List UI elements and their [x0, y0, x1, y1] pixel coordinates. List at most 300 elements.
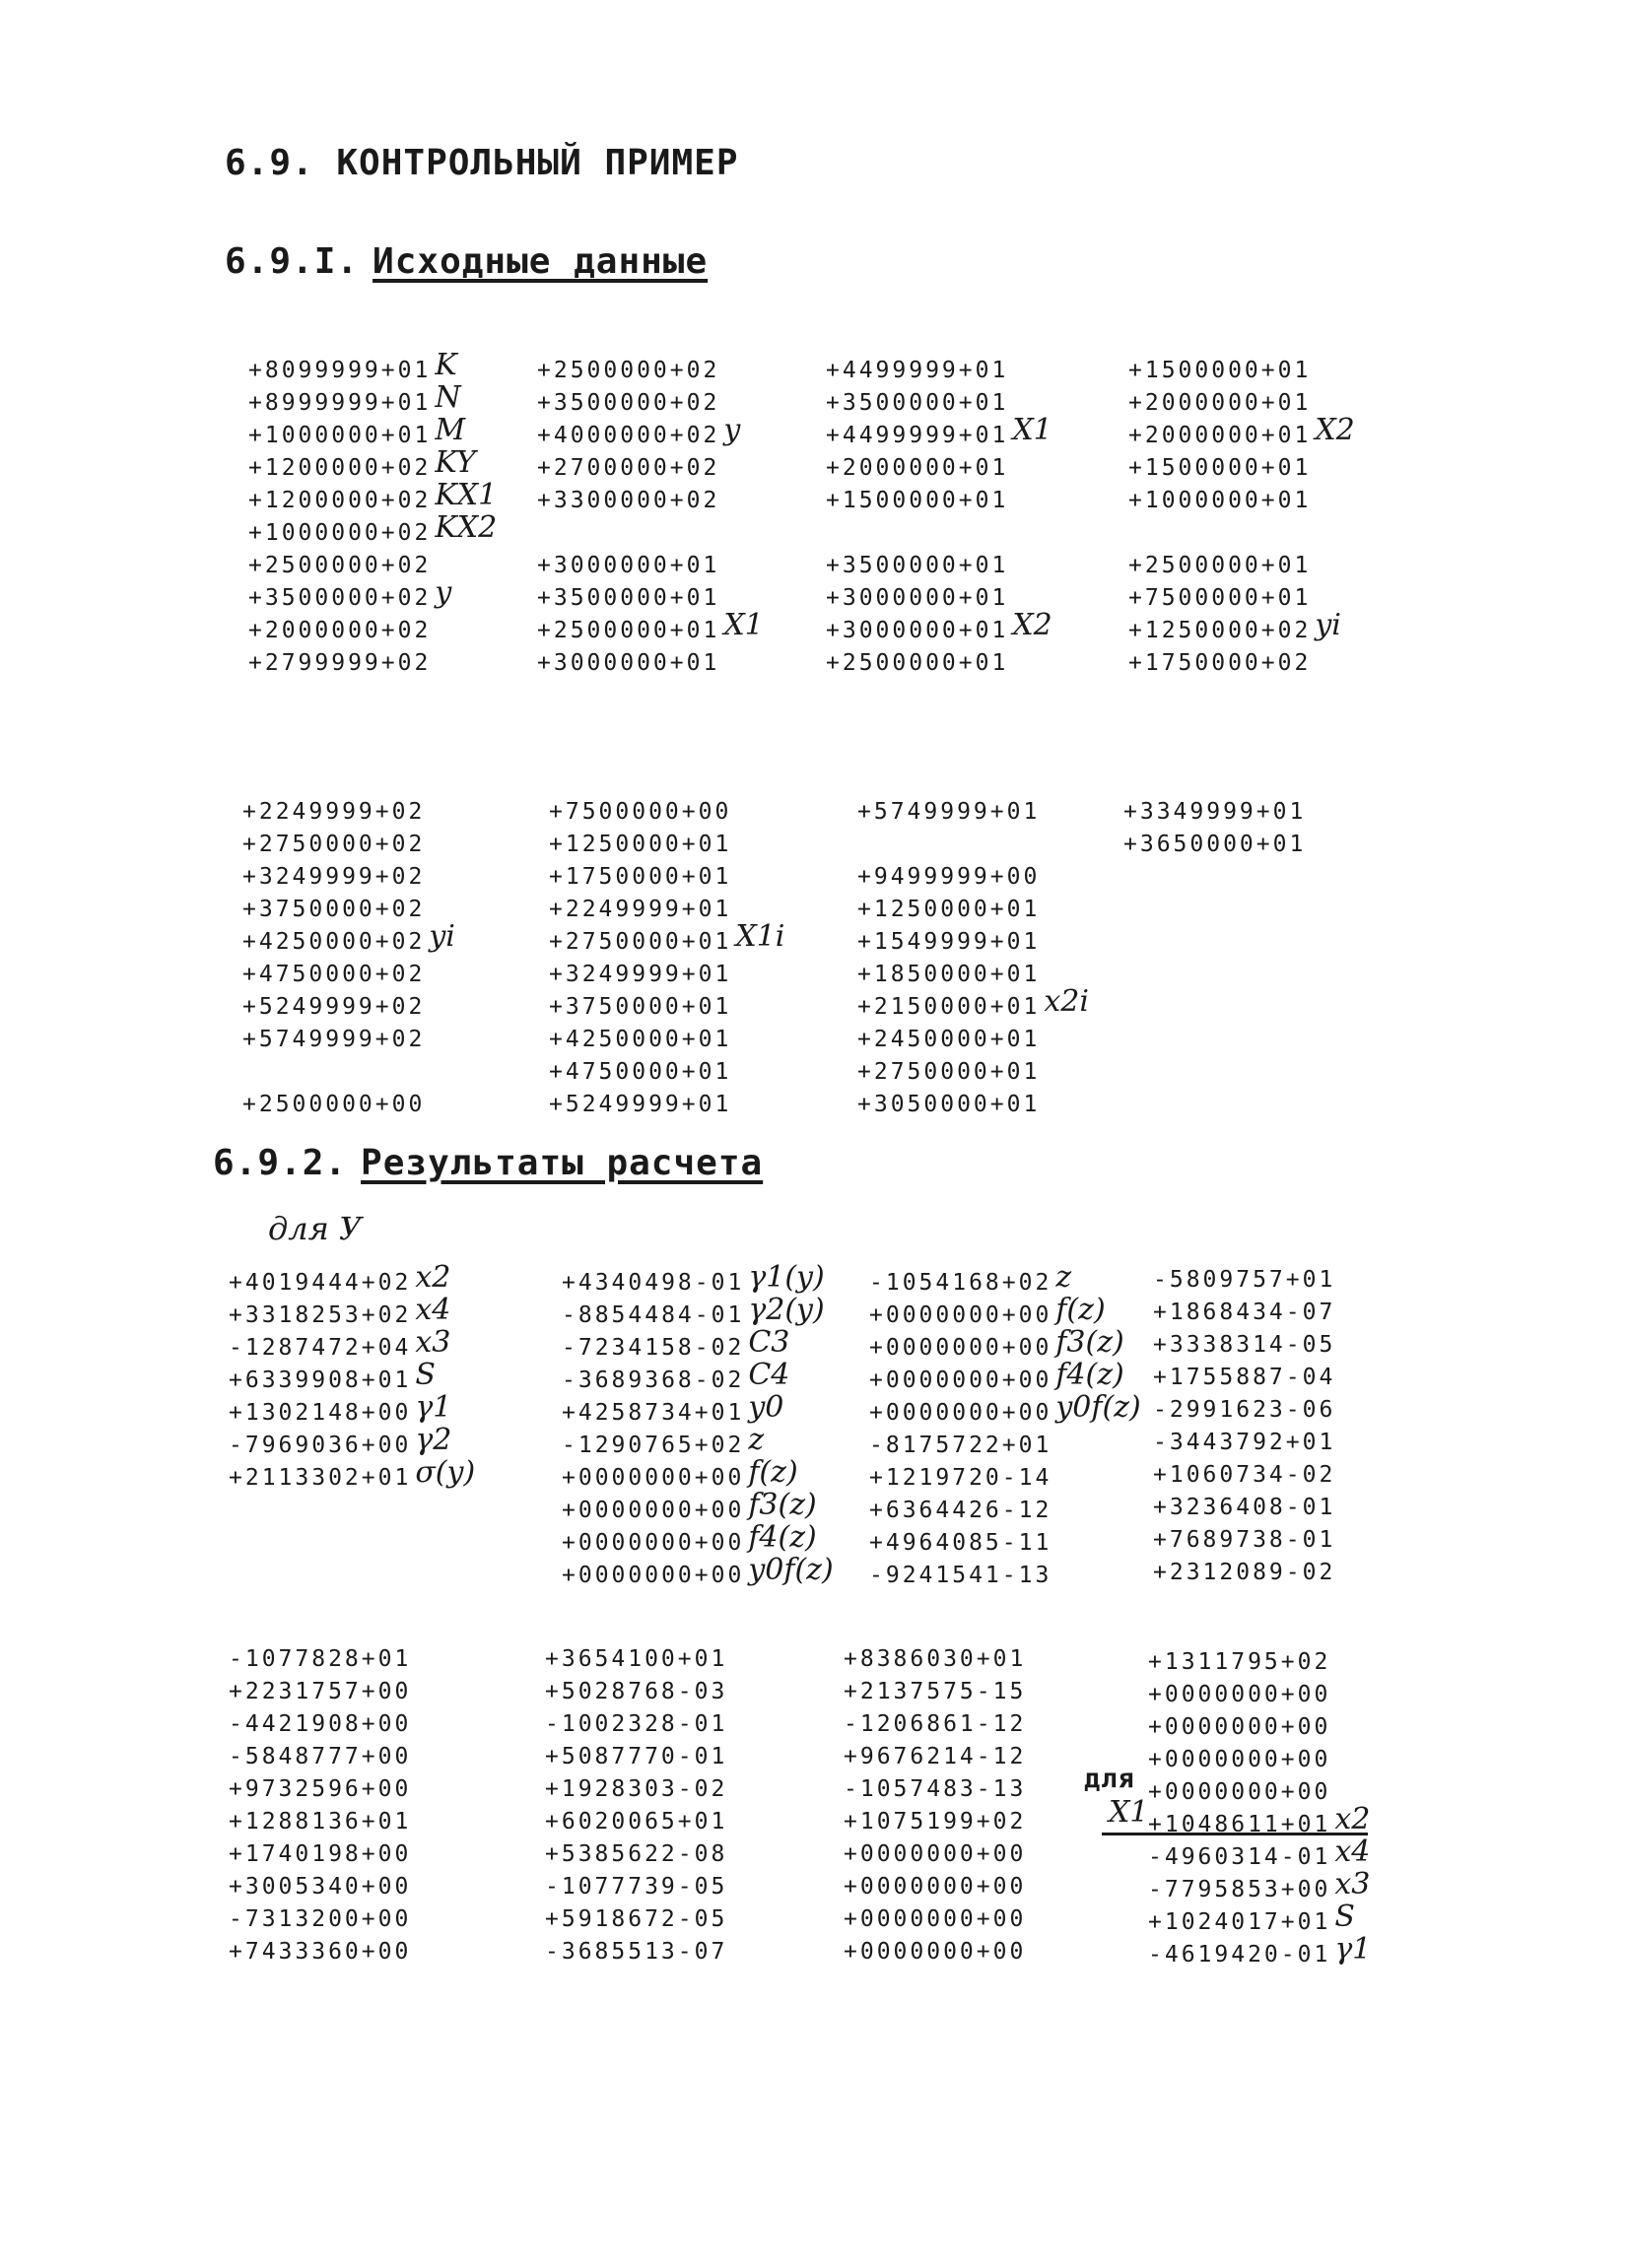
numeric-value: +2000000+01: [1128, 423, 1312, 448]
numeric-value: +3338314-05: [1153, 1332, 1336, 1358]
table-row: [537, 644, 764, 677]
numeric-value: +5749999+01: [857, 799, 1041, 825]
numeric-value: +1500000+01: [1128, 358, 1312, 383]
handwritten-annotation: y0: [748, 1390, 784, 1425]
table-row: [1148, 1708, 1371, 1741]
numeric-value: +3500000+02: [248, 585, 432, 611]
table-row: [844, 1806, 1026, 1838]
numeric-value: +4258734+01: [562, 1400, 745, 1426]
numeric-value: +1755887-04: [1153, 1365, 1336, 1390]
table-row: [844, 1741, 1026, 1773]
numeric-value: +4250000+02: [242, 929, 426, 955]
numeric-value: -7795853+00: [1148, 1877, 1331, 1902]
numeric-value: +2750000+01: [857, 1059, 1041, 1085]
numeric-value: +6364426-12: [869, 1498, 1052, 1523]
table-row: [562, 1293, 834, 1329]
table-row: [844, 1871, 1026, 1903]
table-row: [1153, 1459, 1335, 1492]
handwritten-annotation: z: [748, 1423, 765, 1457]
numeric-value: +0000000+00: [1148, 1747, 1331, 1772]
numeric-value: +1500000+01: [1128, 455, 1312, 481]
numeric-value: +0000000+00: [562, 1563, 745, 1588]
numeric-value: +2500000+01: [826, 650, 1009, 676]
results-block1-col1: [229, 1260, 476, 1492]
results-block2-col3: [844, 1643, 1026, 1968]
table-row: [242, 1021, 455, 1053]
numeric-value: +2249999+01: [549, 897, 732, 922]
table-row: [229, 1455, 476, 1492]
numeric-value: +4499999+01: [826, 423, 1009, 448]
table-row: [545, 1741, 727, 1773]
for-y-label: для У: [268, 1210, 363, 1247]
numeric-value: +3000000+01: [537, 553, 720, 578]
results-block1-col2: [562, 1260, 834, 1589]
table-row: [1148, 1932, 1372, 1968]
table-row: [229, 1936, 411, 1968]
table-row: [229, 1708, 411, 1741]
table-row: [1153, 1394, 1335, 1427]
table-row: [826, 352, 1052, 384]
table-row: [826, 608, 1052, 644]
table-row: [242, 793, 455, 826]
results-block2-col4: [1148, 1643, 1371, 1968]
numeric-value: -4960314-01: [1148, 1844, 1331, 1870]
numeric-value: -1002328-01: [545, 1711, 728, 1737]
numeric-value: +2000000+02: [248, 618, 432, 643]
table-row: [844, 1708, 1026, 1741]
handwritten-annotation: y: [435, 575, 452, 610]
results-block1-col4: [1153, 1264, 1335, 1589]
numeric-value: +3500000+01: [826, 553, 1009, 578]
numeric-value: +0000000+00: [1148, 1714, 1331, 1740]
table-row: [537, 547, 764, 579]
numeric-value: +0000000+00: [844, 1874, 1027, 1900]
table-row: [229, 1903, 411, 1936]
numeric-value: +1250000+02: [1128, 618, 1312, 643]
handwritten-annotation: S: [1334, 1900, 1355, 1934]
table-row: [826, 644, 1052, 677]
table-row: [844, 1773, 1026, 1806]
subsection-title: Исходные данные: [373, 241, 709, 282]
numeric-value: +2000000+01: [1128, 390, 1312, 416]
table-row: [826, 449, 1052, 482]
numeric-value: -1287472+04: [229, 1335, 412, 1361]
handwritten-annotation: K: [435, 348, 457, 382]
handwritten-annotation: yi: [1315, 608, 1341, 642]
table-row: [545, 1903, 727, 1936]
numeric-value: +2750000+02: [242, 832, 426, 857]
for-x1-var: X1: [1109, 1795, 1149, 1830]
handwritten-annotation: x2: [1334, 1802, 1371, 1836]
table-row: [1128, 547, 1355, 579]
numeric-value: +9499999+00: [857, 864, 1041, 890]
table-row: [1128, 482, 1355, 514]
table-row: [229, 1676, 411, 1708]
handwritten-annotation: X2: [1315, 413, 1355, 447]
numeric-value: +6020065+01: [545, 1809, 728, 1834]
numeric-value: +3005340+00: [229, 1874, 412, 1900]
table-row: [1123, 793, 1310, 826]
table-row: [1153, 1427, 1335, 1459]
input-block1-col4: [1128, 352, 1355, 677]
handwritten-annotation: x2: [415, 1260, 451, 1295]
numeric-value: +3750000+01: [549, 994, 732, 1020]
table-row: [1128, 449, 1355, 482]
input-block1-col2: [537, 352, 764, 677]
table-row: [857, 923, 1089, 956]
table-row: [545, 1708, 727, 1741]
input-block1-col3: [826, 352, 1052, 677]
input-block2-col4: [1123, 793, 1310, 858]
table-row: [857, 891, 1089, 923]
numeric-value: +4000000+02: [537, 423, 720, 448]
numeric-value: +3000000+01: [826, 618, 1009, 643]
numeric-value: -7969036+00: [229, 1433, 412, 1458]
numeric-value: +3750000+02: [242, 897, 426, 922]
numeric-value: +3000000+01: [826, 585, 1009, 611]
table-row: [857, 984, 1089, 1021]
handwritten-annotation: x4: [415, 1293, 451, 1327]
numeric-value: +5385622-08: [545, 1841, 728, 1867]
numeric-value: +1200000+02: [248, 488, 432, 513]
numeric-value: -1057483-13: [844, 1776, 1027, 1802]
numeric-value: +0000000+00: [844, 1939, 1027, 1965]
numeric-value: +7500000+00: [549, 799, 732, 825]
table-row: [844, 1936, 1026, 1968]
results-block2-col1: [229, 1643, 411, 1968]
input-block1-col1: [248, 348, 498, 677]
table-row: [1128, 514, 1355, 547]
numeric-value: +0000000+00: [844, 1906, 1027, 1932]
table-row: [545, 1643, 727, 1676]
table-row: [826, 413, 1052, 449]
table-row: [545, 1676, 727, 1708]
table-row: [562, 1358, 834, 1394]
handwritten-annotation: x2i: [1044, 984, 1089, 1019]
numeric-value: +2231757+00: [229, 1679, 412, 1704]
numeric-value: -8175722+01: [869, 1433, 1052, 1458]
handwritten-annotation: C3: [748, 1325, 790, 1360]
handwritten-annotation: f4(z): [748, 1520, 817, 1555]
numeric-value: +3300000+02: [537, 488, 720, 513]
numeric-value: +2137575-15: [844, 1679, 1027, 1704]
table-row: [1153, 1492, 1335, 1524]
table-row: [248, 575, 497, 612]
table-row: [229, 1643, 411, 1676]
numeric-value: +3318253+02: [229, 1302, 412, 1328]
numeric-value: +0000000+00: [869, 1367, 1052, 1393]
handwritten-annotation: x3: [1334, 1867, 1371, 1901]
table-row: [1153, 1329, 1335, 1362]
numeric-value: +7689738-01: [1153, 1527, 1336, 1553]
numeric-value: -8854484-01: [562, 1302, 745, 1328]
numeric-value: +0000000+00: [869, 1400, 1052, 1426]
table-row: [242, 956, 455, 988]
numeric-value: +1250000+01: [857, 897, 1041, 922]
numeric-value: +5249999+02: [242, 994, 426, 1020]
numeric-value: +1868434-07: [1153, 1300, 1336, 1325]
numeric-value: +1288136+01: [229, 1809, 412, 1834]
table-row: [537, 608, 764, 644]
numeric-value: +0000000+00: [1148, 1779, 1331, 1805]
table-row: [869, 1557, 1141, 1589]
table-row: [562, 1390, 834, 1427]
table-row: [1128, 413, 1355, 449]
numeric-value: +8386030+01: [844, 1646, 1027, 1672]
handwritten-annotation: X1: [1012, 413, 1052, 447]
table-row: [242, 891, 455, 923]
table-row: [537, 449, 764, 482]
table-row: [549, 1053, 784, 1086]
table-row: [1153, 1557, 1335, 1589]
table-row: [857, 793, 1089, 826]
handwritten-annotation: KY: [435, 445, 476, 480]
numeric-value: -1054168+02: [869, 1270, 1052, 1296]
table-row: [869, 1390, 1141, 1427]
handwritten-annotation: y0f(z): [1055, 1390, 1141, 1425]
numeric-value: -3443792+01: [1153, 1430, 1336, 1455]
table-row: [229, 1741, 411, 1773]
numeric-value: +9732596+00: [229, 1776, 412, 1802]
numeric-value: +2000000+01: [826, 455, 1009, 481]
numeric-value: +0000000+00: [869, 1302, 1052, 1328]
numeric-value: +8099999+01: [248, 358, 432, 383]
table-row: [1128, 608, 1355, 644]
subsection-number: 6.9.I.: [225, 241, 360, 282]
numeric-value: +4019444+02: [229, 1270, 412, 1296]
numeric-value: +3654100+01: [545, 1646, 728, 1672]
numeric-value: +3249999+02: [242, 864, 426, 890]
table-row: [1128, 352, 1355, 384]
table-row: [549, 826, 784, 858]
subsection-title: Результаты расчета: [361, 1143, 764, 1183]
numeric-value: +1024017+01: [1148, 1909, 1331, 1935]
numeric-value: +2500000+01: [1128, 553, 1312, 578]
table-row: [549, 919, 785, 956]
table-row: [857, 1021, 1089, 1053]
table-row: [1153, 1264, 1335, 1297]
numeric-value: +2799999+02: [248, 650, 432, 676]
numeric-value: +1000000+01: [248, 423, 432, 448]
results-block2-col2: [545, 1643, 727, 1968]
numeric-value: +2450000+01: [857, 1027, 1041, 1052]
numeric-value: +2312089-02: [1153, 1560, 1336, 1585]
numeric-value: -1077828+01: [229, 1646, 412, 1672]
table-row: [229, 1806, 411, 1838]
numeric-value: +0000000+00: [562, 1530, 745, 1556]
handwritten-annotation: x4: [1334, 1834, 1371, 1869]
subsection-input-heading: [225, 241, 708, 282]
handwritten-annotation: X2: [1012, 608, 1052, 642]
numeric-value: +1740198+00: [229, 1841, 412, 1867]
numeric-value: +2500000+00: [242, 1092, 426, 1117]
numeric-value: +2113302+01: [229, 1465, 412, 1491]
table-row: [1148, 1676, 1371, 1708]
numeric-value: -3685513-07: [545, 1939, 728, 1965]
table-row: [242, 826, 455, 858]
handwritten-annotation: σ(y): [415, 1455, 476, 1490]
table-row: [562, 1553, 834, 1589]
numeric-value: +1850000+01: [857, 962, 1041, 987]
numeric-value: +4340498-01: [562, 1270, 745, 1296]
numeric-value: +6339908+01: [229, 1367, 412, 1393]
numeric-value: +2750000+01: [549, 929, 732, 955]
numeric-value: -1206861-12: [844, 1711, 1027, 1737]
table-row: [1123, 826, 1310, 858]
table-row: [242, 1053, 455, 1086]
handwritten-annotation: x3: [415, 1325, 451, 1360]
numeric-value: -9241541-13: [869, 1563, 1052, 1588]
handwritten-annotation: f(z): [1055, 1293, 1106, 1327]
table-row: [1153, 1297, 1335, 1329]
handwritten-annotation: yi: [429, 919, 455, 954]
numeric-value: -1077739-05: [545, 1874, 728, 1900]
numeric-value: +3349999+01: [1123, 799, 1307, 825]
numeric-value: +1928303-02: [545, 1776, 728, 1802]
numeric-value: -5809757+01: [1153, 1267, 1336, 1293]
table-row: [844, 1838, 1026, 1871]
table-row: [248, 644, 497, 677]
numeric-value: +1200000+02: [248, 455, 432, 481]
numeric-value: +1750000+02: [1128, 650, 1312, 676]
numeric-value: +5249999+01: [549, 1092, 732, 1117]
numeric-value: +2249999+02: [242, 799, 426, 825]
table-row: [545, 1806, 727, 1838]
numeric-value: +1311795+02: [1148, 1649, 1331, 1675]
numeric-value: +8999999+01: [248, 390, 432, 416]
input-block2-col3: [857, 793, 1089, 1118]
table-row: [545, 1838, 727, 1871]
table-row: [826, 514, 1052, 547]
table-row: [869, 1524, 1141, 1557]
numeric-value: +1549999+01: [857, 929, 1041, 955]
table-row: [844, 1643, 1026, 1676]
table-row: [1148, 1741, 1371, 1773]
numeric-value: +5028768-03: [545, 1679, 728, 1704]
table-row: [857, 1086, 1089, 1118]
numeric-value: +4250000+01: [549, 1027, 732, 1052]
table-row: [1153, 1524, 1335, 1557]
numeric-value: -4619420-01: [1148, 1942, 1331, 1968]
table-row: [242, 858, 455, 891]
table-row: [537, 482, 764, 514]
handwritten-annotation: KX2: [435, 510, 498, 545]
handwritten-annotation: KX1: [435, 478, 498, 512]
table-row: [1153, 1362, 1335, 1394]
numeric-value: +2700000+02: [537, 455, 720, 481]
table-row: [826, 547, 1052, 579]
numeric-value: +3000000+01: [537, 650, 720, 676]
table-row: [248, 547, 497, 579]
handwritten-annotation: f3(z): [748, 1488, 817, 1522]
table-row: [562, 1325, 834, 1362]
handwritten-annotation: S: [415, 1358, 436, 1392]
numeric-value: +1219720-14: [869, 1465, 1052, 1491]
table-row: [857, 858, 1089, 891]
handwritten-annotation: γ1: [415, 1390, 452, 1425]
table-row: [844, 1903, 1026, 1936]
numeric-value: +0000000+00: [562, 1498, 745, 1523]
table-row: [537, 352, 764, 384]
numeric-value: +5749999+02: [242, 1027, 426, 1052]
numeric-value: +4750000+01: [549, 1059, 732, 1085]
table-row: [229, 1773, 411, 1806]
numeric-value: -7234158-02: [562, 1335, 745, 1361]
table-row: [869, 1492, 1141, 1524]
numeric-value: +1060734-02: [1153, 1462, 1336, 1488]
handwritten-annotation: N: [435, 380, 461, 415]
numeric-value: -5848777+00: [229, 1744, 412, 1769]
numeric-value: +1000000+01: [1128, 488, 1312, 513]
numeric-value: +0000000+00: [844, 1841, 1027, 1867]
subsection-number: 6.9.2.: [213, 1143, 348, 1183]
numeric-value: +3050000+01: [857, 1092, 1041, 1117]
numeric-value: +4964085-11: [869, 1530, 1052, 1556]
handwritten-annotation: X1: [723, 608, 764, 642]
for-x1-word: для: [1084, 1764, 1135, 1794]
numeric-value: +3650000+01: [1123, 832, 1307, 857]
table-row: [549, 988, 784, 1021]
table-row: [549, 1086, 784, 1118]
handwritten-annotation: γ1: [1334, 1932, 1372, 1967]
handwritten-annotation: f(z): [748, 1455, 798, 1490]
table-row: [869, 1459, 1141, 1492]
table-row: [826, 482, 1052, 514]
numeric-value: +4499999+01: [826, 358, 1009, 383]
input-block2-col1: [242, 793, 455, 1118]
table-row: [549, 858, 784, 891]
table-row: [545, 1773, 727, 1806]
numeric-value: +0000000+00: [869, 1335, 1052, 1361]
handwritten-annotation: γ2: [415, 1423, 452, 1457]
numeric-value: +5087770-01: [545, 1744, 728, 1769]
table-row: [1128, 644, 1355, 677]
numeric-value: +9676214-12: [844, 1744, 1027, 1769]
table-row: [537, 413, 764, 449]
numeric-value: +2500000+02: [537, 358, 720, 383]
handwritten-annotation: y0f(z): [748, 1553, 834, 1587]
numeric-value: +5918672-05: [545, 1906, 728, 1932]
numeric-value: +3236408-01: [1153, 1495, 1336, 1520]
numeric-value: +3500000+01: [826, 390, 1009, 416]
handwritten-annotation: γ2(y): [748, 1293, 825, 1327]
table-row: [242, 988, 455, 1021]
numeric-value: +1250000+01: [549, 832, 732, 857]
numeric-value: -1290765+02: [562, 1433, 745, 1458]
handwritten-annotation: z: [1055, 1260, 1072, 1295]
numeric-value: +1750000+01: [549, 864, 732, 890]
table-row: [248, 612, 497, 644]
table-row: [869, 1427, 1141, 1459]
table-row: [545, 1936, 727, 1968]
numeric-value: +2500000+02: [248, 553, 432, 578]
table-row: [549, 1021, 784, 1053]
handwritten-annotation: C4: [748, 1358, 790, 1392]
table-row: [545, 1871, 727, 1903]
handwritten-annotation: y: [723, 413, 741, 447]
numeric-value: -2991623-06: [1153, 1397, 1336, 1423]
table-row: [857, 826, 1089, 858]
table-row: [857, 1053, 1089, 1086]
numeric-value: +3249999+01: [549, 962, 732, 987]
table-row: [537, 514, 764, 547]
numeric-value: +1500000+01: [826, 488, 1009, 513]
handwritten-annotation: X1i: [735, 919, 785, 954]
numeric-value: +3500000+02: [537, 390, 720, 416]
numeric-value: +0000000+00: [1148, 1682, 1331, 1707]
numeric-value: +2150000+01: [857, 994, 1041, 1020]
numeric-value: -4421908+00: [229, 1711, 412, 1737]
